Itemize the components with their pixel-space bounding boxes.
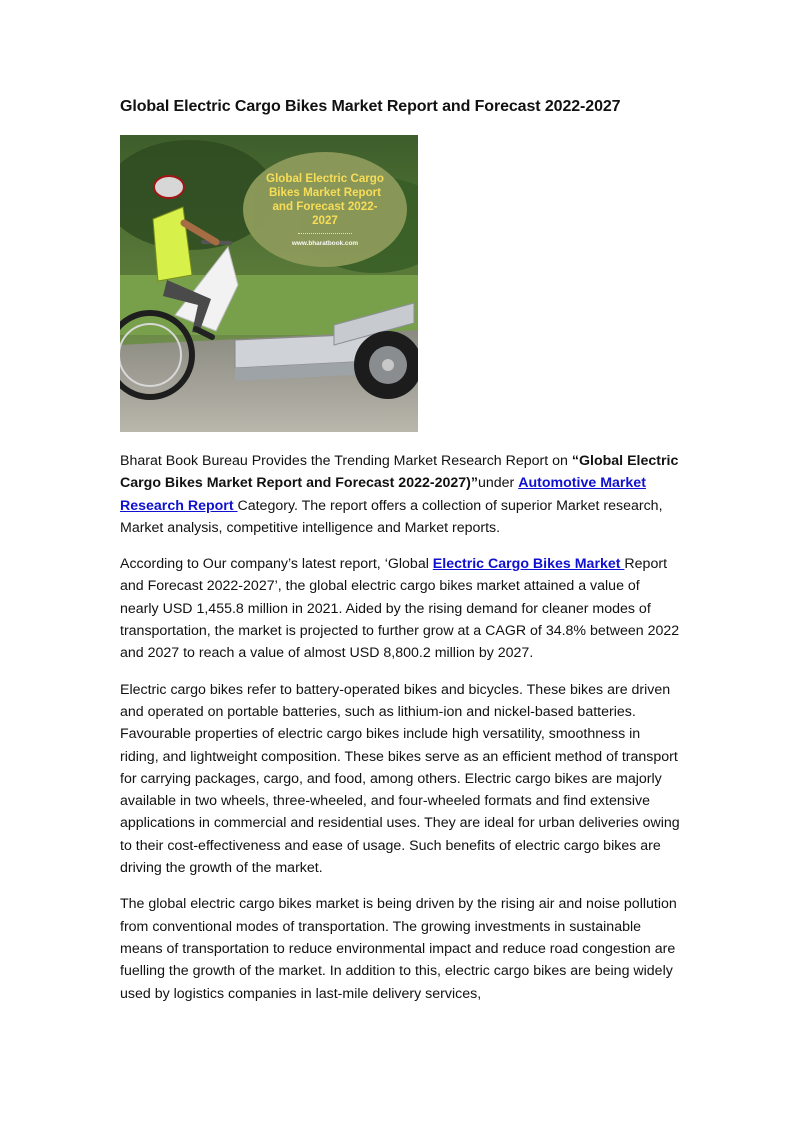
page-title: Global Electric Cargo Bikes Market Report and Forecast 2022-2027 [120, 98, 621, 115]
paragraph-1-under: under [477, 475, 519, 492]
paragraph-2-intro: According to Our company’s latest report, ‘Global [120, 556, 433, 573]
paragraph-3: Electric cargo bikes refer to battery-operated bikes and bicycles. These bikes are driven and operated on portable batteries, such as lithium-ion and nickel-based batteries. Favourable properties of electric cargo bikes include high versatility, smoothness in riding, and lightweight composition. These bikes serve as an efficient method of transport for carrying packages, cargo, and food, among others. Electric cargo bikes are majorly available in two wheels, three-wheeled, and four-wheeled formats and find extensive applications in commercial and residential uses. They are ideal for urban deliveries owing to their cost-effectiveness and ease of usage. Such benefits of electric cargo bikes are driving the growth of the market. [120, 681, 680, 877]
paragraph-1-intro: Bharat Book Bureau Provides the Trending Market Research Report on [120, 453, 572, 469]
paragraph-1-outro: Category. The report offers a collection of superior Market research, Market analysis, competitive intelligence and Market reports. [120, 497, 663, 536]
body-text [120, 450, 680, 1005]
report-badge [243, 152, 407, 267]
badge-divider [298, 233, 352, 234]
document-page [120, 96, 680, 1019]
paragraph-4: The global electric cargo bikes market is being driven by the rising air and noise pollution from conventional modes of transportation. The growing investments in sustainable means of transportation to reduce environmental impact and reduce road congestion are fuelling the growth of the market. In addition to this, electric cargo bikes are being widely used by logistics companies in last-mile delivery services, [120, 896, 677, 1002]
badge-url: www.bharatbook.com [291, 240, 359, 247]
paragraph-1-report-title: “Global Electric Cargo Bikes Market Report and Forecast 2022-2027)” [120, 453, 679, 492]
automotive-market-research-report-link[interactable]: Automotive Market Research Report [120, 475, 646, 514]
badge-title: Global Electric Cargo Bikes Market Report and Forecast 2022-2027 [266, 172, 384, 227]
electric-cargo-bikes-market-link[interactable]: Electric Cargo Bikes Market [432, 556, 625, 573]
paragraph-1 [120, 450, 680, 539]
paragraph-2 [120, 553, 680, 664]
report-cover-image [120, 135, 418, 432]
paragraph-2-outro: Report and Forecast 2022-2027’, the global electric cargo bikes market attained a value of nearly USD 1,455.8 million in 2021. Aided by the rising demand for cleaner modes of transportation, the market is projected to further grow at a CAGR of 34.8% between 2022 and 2027 to reach a value of almost USD 8,800.2 million by 2027. [120, 556, 680, 662]
